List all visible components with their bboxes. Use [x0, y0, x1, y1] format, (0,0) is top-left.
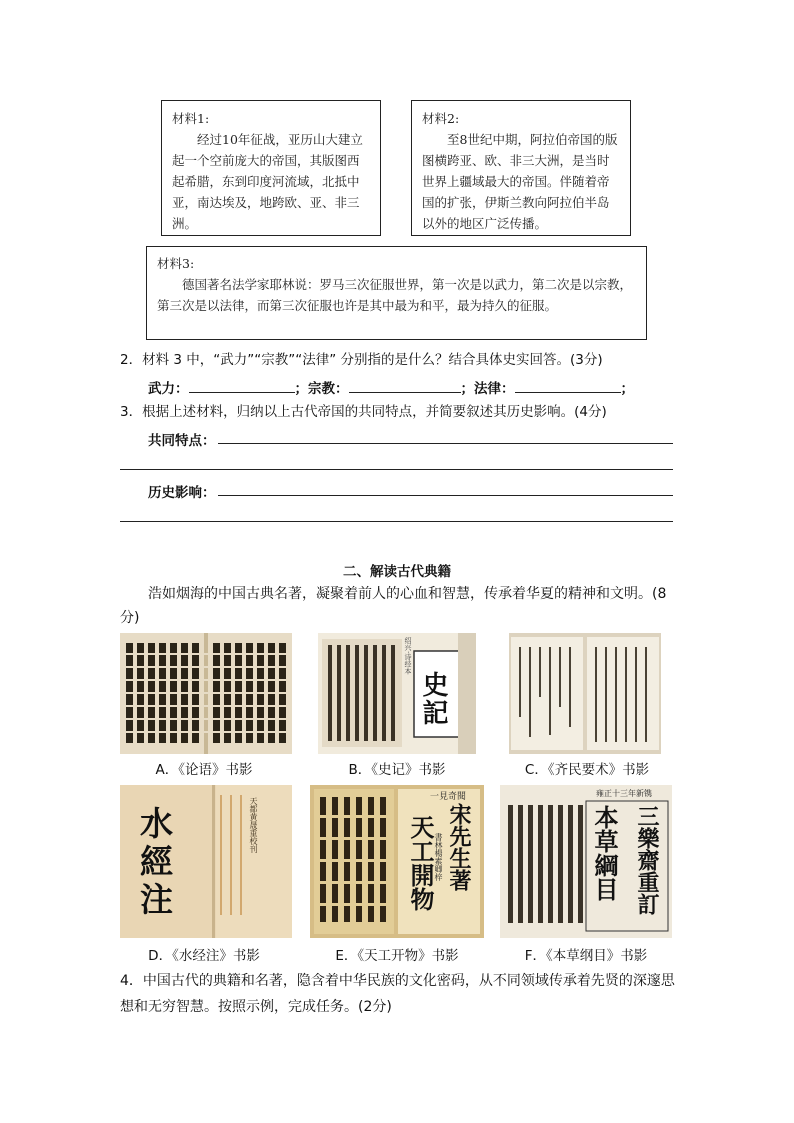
book-image-bencaogangmu	[500, 785, 672, 938]
label-impact: 历史影响：	[148, 485, 216, 501]
material-2-body: 至8世纪中期，阿拉伯帝国的版图横跨亚、欧、非三大洲，是当时世界上疆域最大的帝国。伴随着帝国的扩张，伊斯兰教向阿拉伯半岛以外的地区广泛传播。	[422, 132, 618, 231]
material-1-title: 材料1:	[172, 111, 210, 126]
question-2-answer-row	[148, 377, 634, 397]
caption-qiminyaoshu: C．《齐民要术》书影	[524, 762, 650, 778]
section-2-intro: 浩如烟海的中国古典名著，凝聚着前人的心血和智慧，传承着华夏的精神和文明。(8分)	[120, 586, 667, 626]
answer-impact-line-2[interactable]	[120, 521, 673, 522]
section-2-title: 二、解读古代典籍	[343, 564, 451, 580]
shiji-cover-title: 史記	[418, 671, 448, 727]
label-force: 武力：	[148, 381, 189, 397]
tiangongkaiwu-top-text: 一見奇閱	[430, 792, 467, 802]
material-3-box	[146, 246, 647, 340]
label-common: 共同特点：	[148, 433, 216, 449]
question-2: 2．材料 3 中，“武力”“宗教”“法律” 分别指的是什么？结合具体史实回答。(3分)	[120, 352, 603, 368]
label-religion: ；宗教：	[294, 381, 349, 397]
shuijingzhu-cover-small: 天都黄晟重校刊	[249, 797, 258, 853]
material-3-body: 德国著名法学家耶林说：罗马三次征服世界，第一次是以武力，第二次是以宗教，第三次是以法律，而第三次征服也许是其中最为和平，最为持久的征服。	[157, 277, 633, 313]
shiji-page-graphic	[318, 633, 476, 754]
book-image-shiji	[318, 633, 476, 754]
question-3: 3．根据上述材料，归纳以上古代帝国的共同特点，并简要叙述其历史影响。(4分)	[120, 404, 607, 420]
answer-impact-line-1[interactable]	[218, 495, 673, 496]
shiji-cover-small: 绍兴·诗经本	[404, 637, 412, 675]
material-1-body: 经过10年征战，亚历山大建立起一个空前庞大的帝国，其版图西起希腊，东到印度河流域，北抵中亚，南达埃及，地跨欧、亚、非三洲。	[172, 132, 363, 231]
end-punct: ；	[620, 381, 634, 397]
tiangongkaiwu-cover-title: 天工開物	[406, 815, 435, 911]
answer-common-line-2[interactable]	[120, 469, 673, 470]
answer-common-line-1[interactable]	[218, 443, 673, 444]
book-image-shuijingzhu	[120, 785, 292, 938]
shuijingzhu-cover-title: 水經注	[140, 804, 173, 919]
answer-religion-blank[interactable]	[349, 378, 461, 393]
bencaogangmu-cover-title: 本草綱目	[590, 805, 619, 901]
material-2-title: 材料2:	[422, 111, 460, 126]
caption-shiji: B．《史记》书影	[348, 762, 446, 778]
answer-law-blank[interactable]	[515, 378, 621, 393]
caption-bencaogangmu: F．《本草纲目》书影	[524, 948, 648, 964]
answer-force-blank[interactable]	[189, 378, 295, 393]
caption-tiangongkaiwu: E．《天工开物》书影	[335, 948, 459, 964]
question-4: 4．中国古代的典籍和名著，隐含着中华民族的文化密码，从不同领域传承着先贤的深邃思想和无穷智慧。按照示例，完成任务。(2分)	[120, 973, 675, 1015]
bencaogangmu-cover-subtitle: 三樂齋重訂	[634, 805, 660, 915]
label-law: ；法律：	[460, 381, 515, 397]
caption-shuijingzhu: D．《水经注》书影	[148, 948, 260, 964]
book-image-qiminyaoshu	[509, 633, 661, 754]
qiminyaoshu-page-graphic	[509, 633, 661, 754]
material-1-box	[161, 100, 381, 236]
book-image-lunyu	[120, 633, 292, 754]
tiangongkaiwu-author: 宋先生著	[446, 803, 472, 891]
material-3-title: 材料3:	[157, 256, 195, 271]
caption-lunyu: A．《论语》书影	[155, 762, 253, 778]
material-2-box	[411, 100, 631, 236]
bencaogangmu-top-text: 雍正十三年新镌	[596, 789, 652, 798]
tiangongkaiwu-cover-small: 書林楊素卿梓	[434, 833, 443, 881]
lunyu-page-graphic	[120, 633, 292, 754]
book-image-tiangongkaiwu	[310, 785, 484, 938]
